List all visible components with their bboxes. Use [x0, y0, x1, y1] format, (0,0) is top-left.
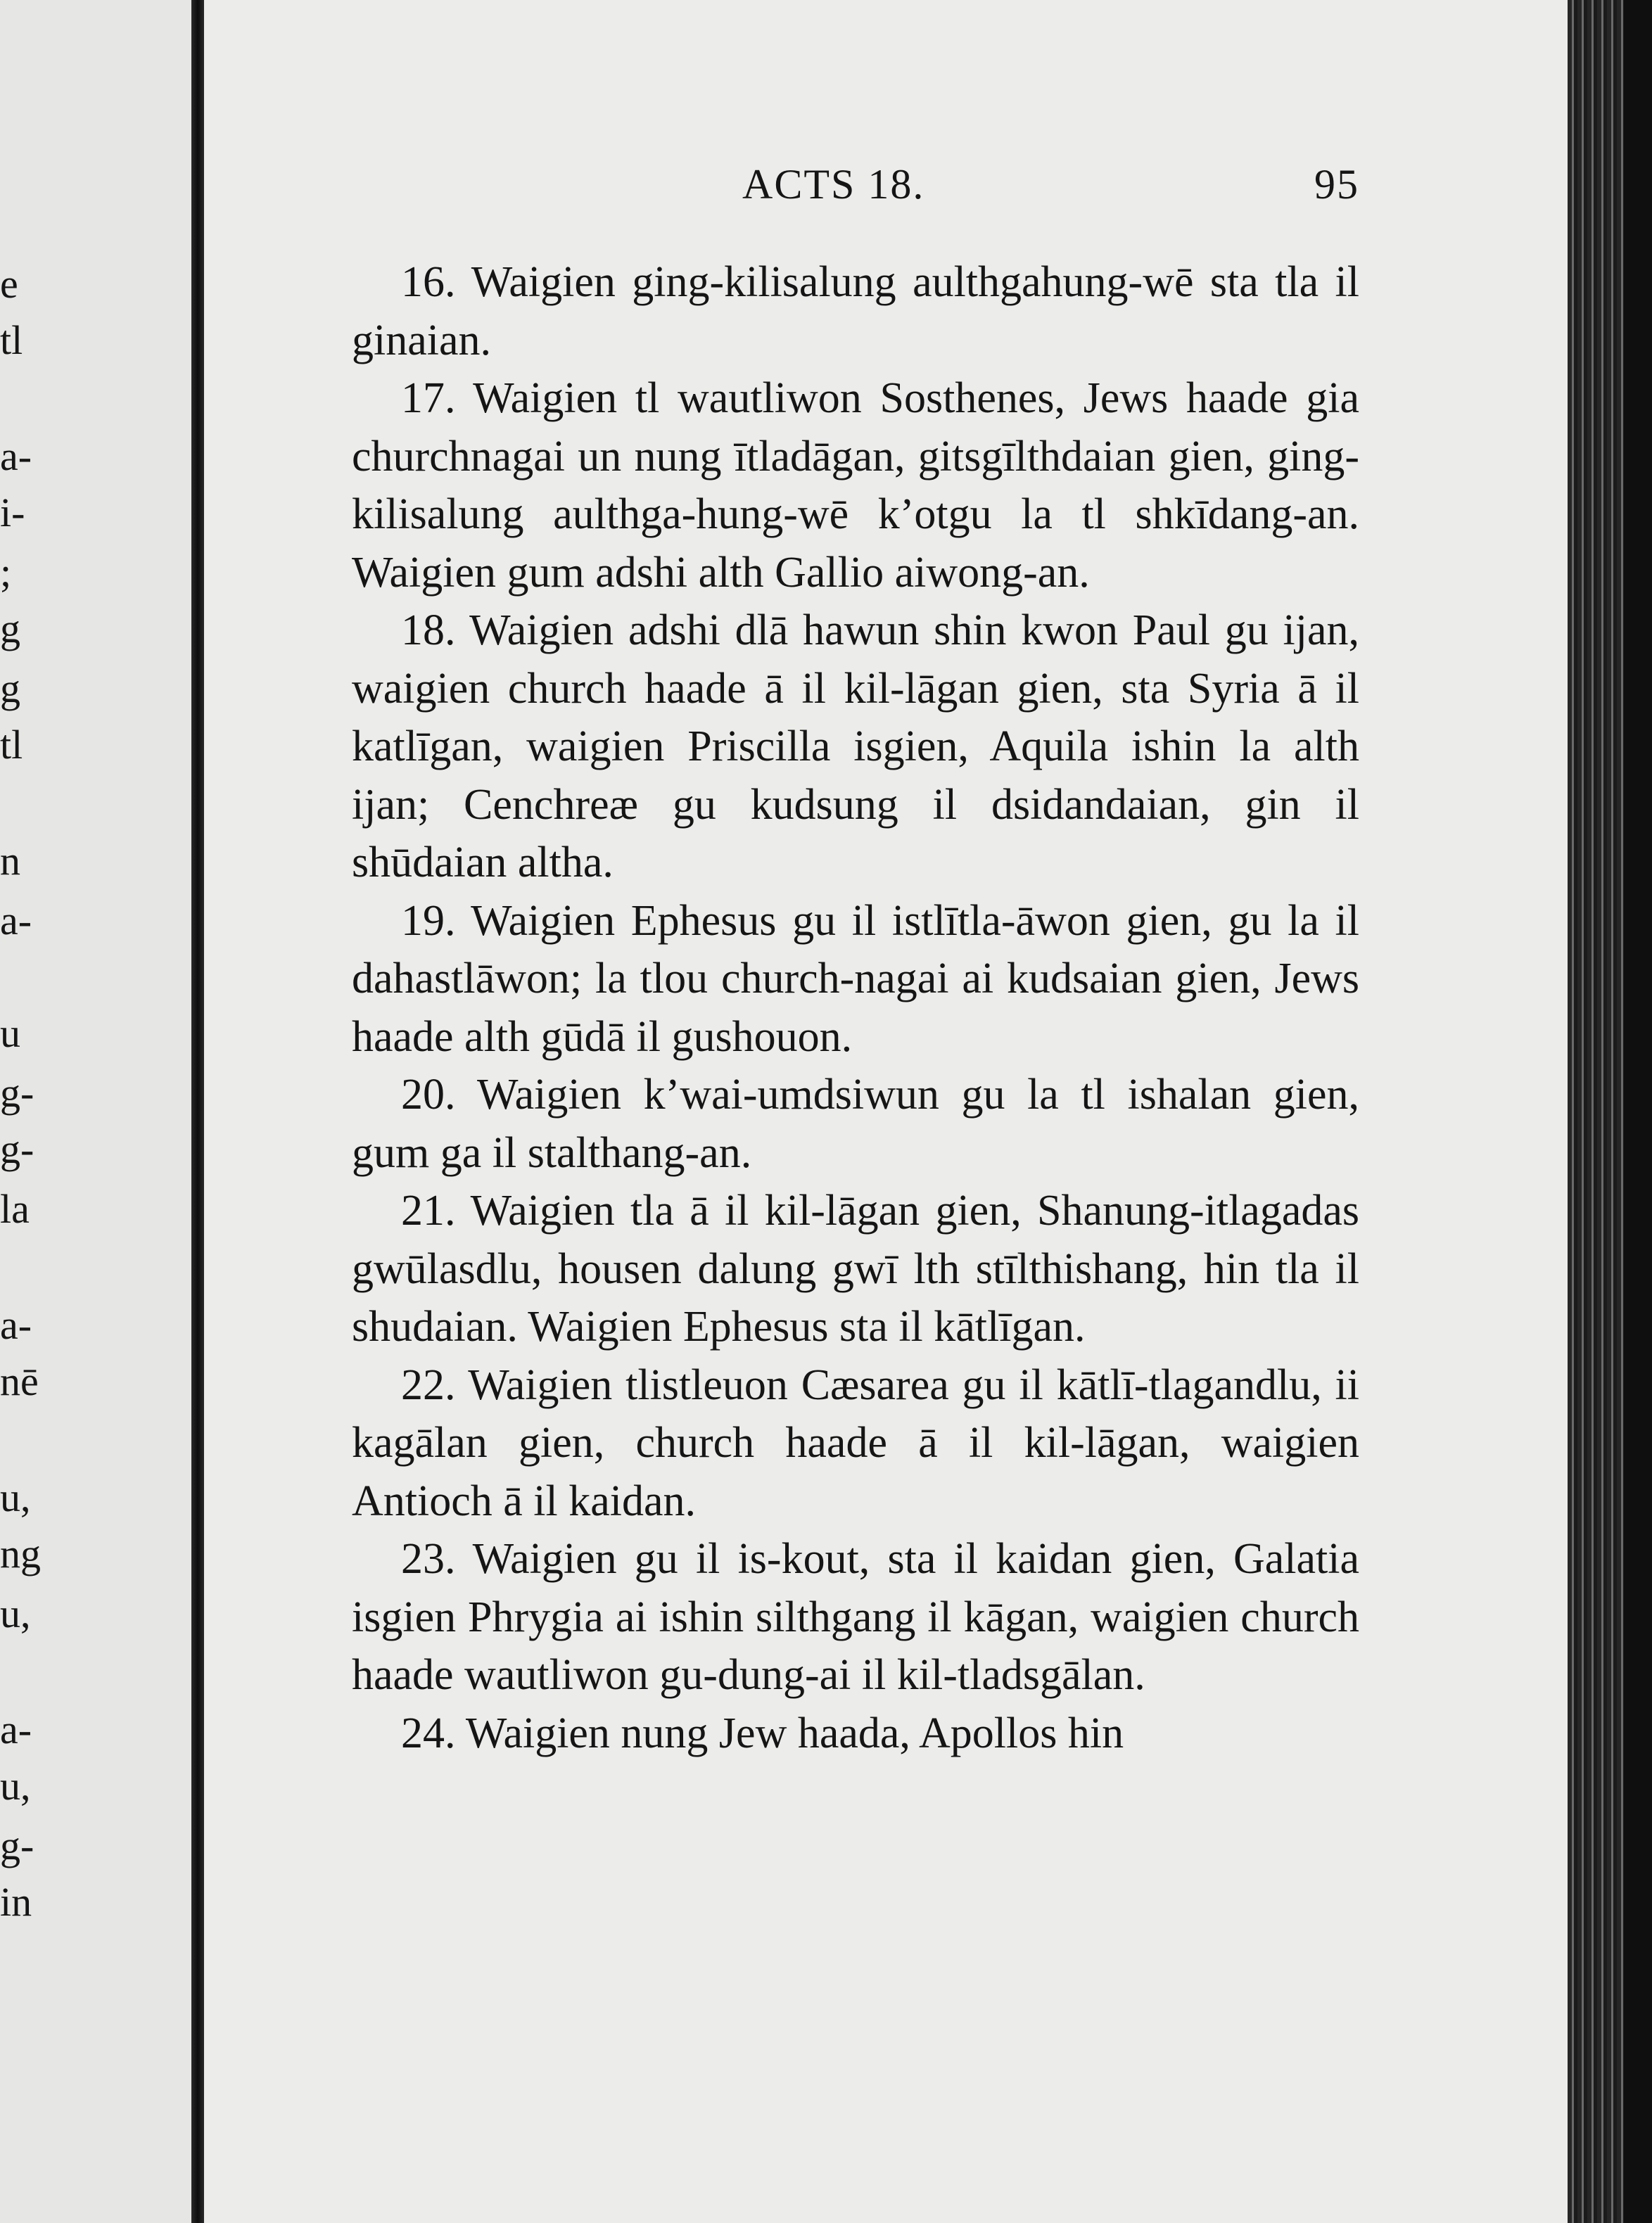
verse-text: Waigien k’wai-umdsiwun gu la tl ishalan gien, gum ga il stalthang-an. — [352, 1071, 1360, 1177]
left-page-fragment: u, — [0, 1591, 31, 1636]
left-page-fragment: g- — [0, 1823, 34, 1868]
left-page-fragment: e — [0, 261, 18, 307]
verse-paragraph — [352, 1705, 1359, 1763]
verse-paragraph — [352, 369, 1359, 601]
verse-number: 21. — [401, 1187, 456, 1235]
left-page-fragment: a- — [0, 898, 32, 943]
verse-text: Waigien tl wautliwon Sosthenes, Jews haade gia churchnagai un nung ītladāgan, gitsgīlthdaian gien, ging-kilisalung aulthga-hung-wē k’otgu la tl shkīdang-an. Waigien gum adshi alth Gallio aiwong-an. — [352, 374, 1359, 597]
left-page-fragment: in — [0, 1879, 32, 1925]
left-page-fragment: n — [0, 838, 20, 884]
left-page-fragment: g — [0, 606, 20, 651]
left-page-fragment: u, — [0, 1763, 31, 1809]
left-page-fragment: a- — [0, 433, 32, 479]
book-gutter — [191, 0, 204, 2223]
verse-number: 16. — [401, 258, 456, 306]
verse-text: Waigien tlistleuon Cæsarea gu il kātlī-tlagandlu, ii kagālan gien, church haade ā il kil-lāgan, waigien Antioch ā il kaidan. — [352, 1361, 1359, 1525]
verse-number: 24. — [401, 1709, 456, 1757]
left-page-edge — [0, 0, 191, 2223]
left-page-fragment: la — [0, 1186, 30, 1232]
verse-text: Waigien adshi dlā hawun shin kwon Paul gu ijan, waigien church haade ā il kil-lāgan gien, sta Syria ā il katlīgan, waigien Priscilla isgien, Aquila ishin la alth ijan; Cenchreæ gu kudsung il dsidandaian, gin il shūdaian altha. — [352, 606, 1359, 886]
left-page-fragment: nē — [0, 1358, 39, 1404]
page-edges — [1568, 0, 1652, 2223]
verse-number: 17. — [401, 374, 456, 422]
verse-paragraph — [352, 1066, 1359, 1182]
left-page-fragment: g- — [0, 1126, 34, 1172]
verse-number: 18. — [401, 606, 456, 654]
left-page-fragment: tl — [0, 317, 23, 363]
verse-text: Waigien Ephesus gu il istlītla-āwon gien, gu la il dahastlāwon; la tlou church-nagai ai kudsaian gien, Jews haade alth gūdā il gushouon. — [352, 896, 1359, 1061]
left-page-fragment: g — [0, 665, 20, 711]
verse-text: Waigien tla ā il kil-lāgan gien, Shanung-itlagadas gwūlasdlu, housen dalung gwī lth stīlthishang, hin tla il shudaian. Waigien Ephesus sta il kātlīgan. — [352, 1187, 1359, 1351]
left-page-fragment: ; — [0, 549, 12, 595]
running-title: ACTS 18. — [742, 161, 925, 208]
verse-number: 19. — [401, 896, 456, 945]
left-page-fragment: a- — [0, 1302, 32, 1348]
verse-paragraph — [352, 892, 1359, 1066]
verse-text: Waigien gu il is-kout, sta il kaidan gien, Galatia isgien Phrygia ai ishin silthgang il kāgan, waigien church haade wautliwon gu-dung-ai il kil-tladsgālan. — [352, 1535, 1359, 1699]
verse-list — [352, 253, 1359, 1762]
verse-number: 22. — [401, 1361, 456, 1409]
verse-number: 23. — [401, 1535, 456, 1583]
left-page-fragment: a- — [0, 1707, 32, 1752]
verse-paragraph — [352, 1182, 1359, 1356]
verse-paragraph — [352, 1530, 1359, 1705]
left-page-fragment: u, — [0, 1474, 31, 1520]
left-page-fragment: tl — [0, 722, 23, 767]
left-page-fragment: ng — [0, 1531, 41, 1577]
verse-paragraph — [352, 601, 1359, 892]
left-page-fragment: i- — [0, 490, 25, 535]
verse-paragraph — [352, 253, 1359, 369]
page-number: 95 — [1314, 161, 1359, 208]
left-page-fragment: u — [0, 1010, 20, 1056]
verse-number: 20. — [401, 1071, 456, 1119]
verse-text: Waigien nung Jew haada, Apollos hin — [465, 1709, 1124, 1757]
verse-text: Waigien ging-kilisalung aulthgahung-wē sta tla il ginaian. — [352, 258, 1359, 364]
left-page-fragment: g- — [0, 1070, 34, 1116]
verse-paragraph — [352, 1356, 1359, 1531]
page-header — [352, 160, 1359, 217]
